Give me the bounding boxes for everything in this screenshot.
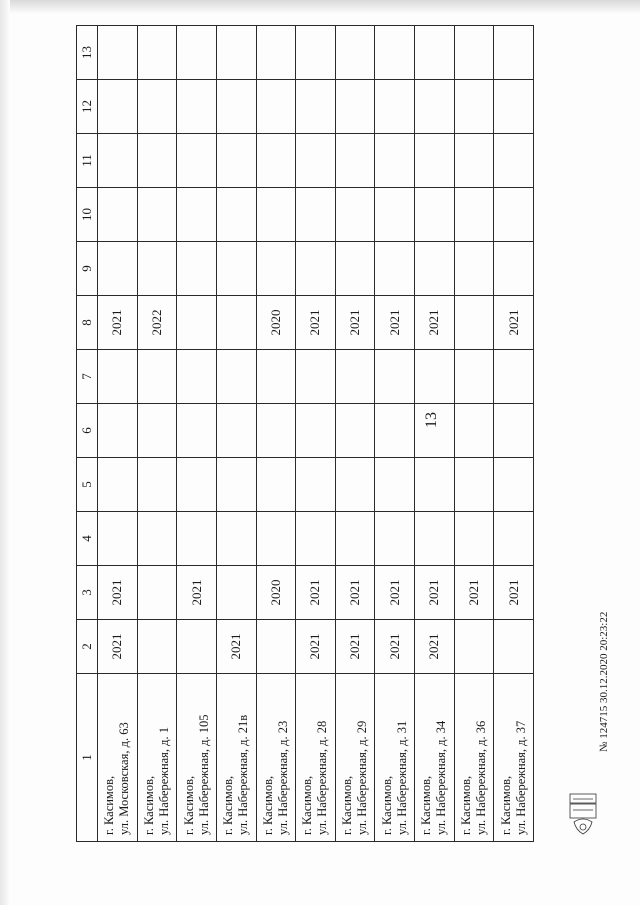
schedule-table <box>76 25 534 842</box>
year-cell <box>256 80 296 134</box>
year-cell <box>494 134 534 188</box>
year-cell <box>375 512 415 566</box>
address-city: г. Касимов, <box>181 775 196 835</box>
year-cell: 2021 <box>335 296 375 350</box>
year-cell <box>256 134 296 188</box>
year-cell <box>494 188 534 242</box>
year-cell <box>177 620 217 674</box>
year-cell <box>216 134 256 188</box>
year-cell <box>98 80 138 134</box>
column-header: 5 <box>77 458 98 512</box>
year-cell <box>454 458 494 512</box>
year-cell: 2021 <box>98 296 138 350</box>
year-cell <box>216 350 256 404</box>
year-cell <box>177 26 217 80</box>
year-cell <box>296 26 336 80</box>
year-cell <box>454 242 494 296</box>
address-street: ул. Набережная, д. 105 <box>196 714 211 835</box>
year-cell <box>375 80 415 134</box>
year-cell <box>335 404 375 458</box>
year-cell <box>98 404 138 458</box>
year-cell <box>335 512 375 566</box>
address-street: ул. Набережная, д. 36 <box>473 720 488 835</box>
year-cell <box>256 404 296 458</box>
document-stamp: № 124715 30.12.2020 20:23:22 <box>598 611 610 752</box>
year-cell <box>415 80 455 134</box>
address-cell <box>454 674 494 842</box>
year-cell: 2021 <box>415 566 455 620</box>
address-cell <box>256 674 296 842</box>
year-cell <box>296 350 336 404</box>
table-row <box>256 26 296 842</box>
year-cell <box>494 620 534 674</box>
year-cell <box>98 458 138 512</box>
year-cell: 2021 <box>335 620 375 674</box>
address-cell <box>216 674 256 842</box>
year-cell: 2021 <box>415 296 455 350</box>
year-cell <box>177 404 217 458</box>
year-cell <box>216 404 256 458</box>
year-cell <box>375 188 415 242</box>
page-number: 13 <box>423 412 440 428</box>
year-cell <box>296 458 336 512</box>
year-cell <box>216 512 256 566</box>
year-cell <box>335 458 375 512</box>
year-cell <box>454 134 494 188</box>
year-cell <box>494 26 534 80</box>
year-cell <box>375 404 415 458</box>
year-cell <box>454 80 494 134</box>
year-cell <box>494 512 534 566</box>
address-city: г. Касимов, <box>102 775 117 835</box>
year-cell <box>454 188 494 242</box>
year-cell <box>98 26 138 80</box>
year-cell <box>216 188 256 242</box>
table-row <box>296 26 336 842</box>
scan-shadow-left <box>0 0 10 905</box>
year-cell: 2021 <box>296 296 336 350</box>
year-cell <box>216 296 256 350</box>
column-header: 4 <box>77 512 98 566</box>
address-city: г. Касимов, <box>221 775 236 835</box>
year-cell <box>256 188 296 242</box>
year-cell <box>454 620 494 674</box>
year-cell <box>177 512 217 566</box>
year-cell: 2021 <box>415 620 455 674</box>
table-row <box>216 26 256 842</box>
year-cell <box>177 242 217 296</box>
year-cell <box>137 512 177 566</box>
year-cell <box>256 26 296 80</box>
year-cell <box>98 242 138 296</box>
year-cell <box>494 242 534 296</box>
year-cell <box>415 134 455 188</box>
year-cell <box>296 242 336 296</box>
address-cell <box>177 674 217 842</box>
year-cell <box>375 350 415 404</box>
year-cell <box>335 188 375 242</box>
column-header: 9 <box>77 242 98 296</box>
address-cell <box>415 674 455 842</box>
table-row <box>98 26 138 842</box>
column-header: 7 <box>77 350 98 404</box>
year-cell <box>494 80 534 134</box>
table-row <box>415 26 455 842</box>
address-street: ул. Набережная, д. 23 <box>275 720 290 835</box>
column-header: 8 <box>77 296 98 350</box>
address-city: г. Касимов, <box>458 775 473 835</box>
year-cell <box>375 134 415 188</box>
column-header: 2 <box>77 620 98 674</box>
year-cell <box>137 350 177 404</box>
column-header: 11 <box>77 134 98 188</box>
year-cell <box>137 80 177 134</box>
address-street: ул. Набережная, д. 31 <box>394 720 409 835</box>
address-city: г. Касимов, <box>379 775 394 835</box>
address-street: ул. Набережная, д. 1 <box>156 726 171 835</box>
year-cell <box>98 188 138 242</box>
year-cell <box>137 458 177 512</box>
year-cell <box>415 458 455 512</box>
year-cell <box>98 350 138 404</box>
year-cell: 2021 <box>296 566 336 620</box>
address-city: г. Касимов, <box>260 775 275 835</box>
table-row <box>494 26 534 842</box>
year-cell <box>454 26 494 80</box>
scan-shadow-top <box>0 0 640 14</box>
table-body <box>98 26 534 842</box>
year-cell: 2021 <box>177 566 217 620</box>
year-cell <box>98 134 138 188</box>
year-cell <box>296 80 336 134</box>
address-cell <box>375 674 415 842</box>
year-cell <box>415 188 455 242</box>
year-cell: 2021 <box>375 296 415 350</box>
year-cell: 2022 <box>137 296 177 350</box>
year-cell <box>177 80 217 134</box>
year-cell <box>296 188 336 242</box>
year-cell <box>216 80 256 134</box>
year-cell <box>137 188 177 242</box>
address-city: г. Касимов, <box>141 775 156 835</box>
year-cell <box>415 350 455 404</box>
year-cell <box>256 242 296 296</box>
year-cell <box>335 134 375 188</box>
table-row <box>137 26 177 842</box>
column-header: 6 <box>77 404 98 458</box>
year-cell <box>494 458 534 512</box>
year-cell <box>296 404 336 458</box>
year-cell: 2021 <box>375 566 415 620</box>
year-cell <box>177 188 217 242</box>
year-cell <box>177 134 217 188</box>
column-header: 13 <box>77 26 98 80</box>
address-cell <box>335 674 375 842</box>
year-cell <box>216 26 256 80</box>
year-cell <box>177 296 217 350</box>
year-cell <box>296 512 336 566</box>
address-street: ул. Набережная, д. 37 <box>513 720 528 835</box>
year-cell <box>375 242 415 296</box>
year-cell: 2021 <box>494 566 534 620</box>
table-row <box>375 26 415 842</box>
year-cell <box>454 512 494 566</box>
year-cell: 2020 <box>256 296 296 350</box>
address-street: ул. Московская, д. 63 <box>117 722 132 835</box>
year-cell <box>137 620 177 674</box>
year-cell: 2021 <box>296 620 336 674</box>
year-cell <box>494 404 534 458</box>
year-cell <box>415 26 455 80</box>
year-cell <box>454 296 494 350</box>
table-row <box>335 26 375 842</box>
year-cell: 2021 <box>494 296 534 350</box>
year-cell <box>98 512 138 566</box>
year-cell <box>335 26 375 80</box>
year-cell <box>375 26 415 80</box>
year-cell <box>415 242 455 296</box>
header-row <box>77 26 98 842</box>
year-cell <box>216 566 256 620</box>
year-cell: 2021 <box>375 620 415 674</box>
address-street: ул. Набережная, д. 21в <box>236 714 251 835</box>
year-cell: 2021 <box>216 620 256 674</box>
year-cell <box>494 350 534 404</box>
year-cell: 2021 <box>454 566 494 620</box>
column-header: 10 <box>77 188 98 242</box>
year-cell: 2021 <box>98 566 138 620</box>
year-cell: 2020 <box>256 566 296 620</box>
year-cell <box>256 350 296 404</box>
table-row <box>177 26 217 842</box>
address-cell <box>494 674 534 842</box>
year-cell <box>177 350 217 404</box>
address-street: ул. Набережная, д. 34 <box>434 720 449 835</box>
address-cell <box>296 674 336 842</box>
year-cell <box>454 404 494 458</box>
address-city: г. Касимов, <box>419 775 434 835</box>
year-cell <box>415 404 455 458</box>
address-street: ул. Набережная, д. 29 <box>355 720 370 835</box>
year-cell <box>296 134 336 188</box>
column-header: 12 <box>77 80 98 134</box>
schedule-table-container <box>76 30 534 842</box>
table-row <box>454 26 494 842</box>
year-cell <box>137 26 177 80</box>
year-cell <box>256 620 296 674</box>
year-cell <box>216 242 256 296</box>
year-cell <box>335 350 375 404</box>
address-city: г. Касимов, <box>300 775 315 835</box>
year-cell <box>137 566 177 620</box>
address-street: ул. Набережная, д. 28 <box>315 720 330 835</box>
year-cell <box>177 458 217 512</box>
year-cell <box>375 458 415 512</box>
address-cell <box>98 674 138 842</box>
year-cell: 2021 <box>335 566 375 620</box>
year-cell <box>137 242 177 296</box>
year-cell <box>216 458 256 512</box>
year-cell <box>415 512 455 566</box>
address-city: г. Касимов, <box>340 775 355 835</box>
year-cell <box>256 512 296 566</box>
address-cell <box>137 674 177 842</box>
year-cell <box>256 458 296 512</box>
year-cell <box>335 242 375 296</box>
column-header: 3 <box>77 566 98 620</box>
year-cell <box>137 404 177 458</box>
column-header: 1 <box>77 674 98 842</box>
coat-of-arms-emblem <box>568 790 598 842</box>
address-city: г. Касимов, <box>498 775 513 835</box>
year-cell <box>454 350 494 404</box>
year-cell: 2021 <box>98 620 138 674</box>
year-cell <box>335 80 375 134</box>
year-cell <box>137 134 177 188</box>
